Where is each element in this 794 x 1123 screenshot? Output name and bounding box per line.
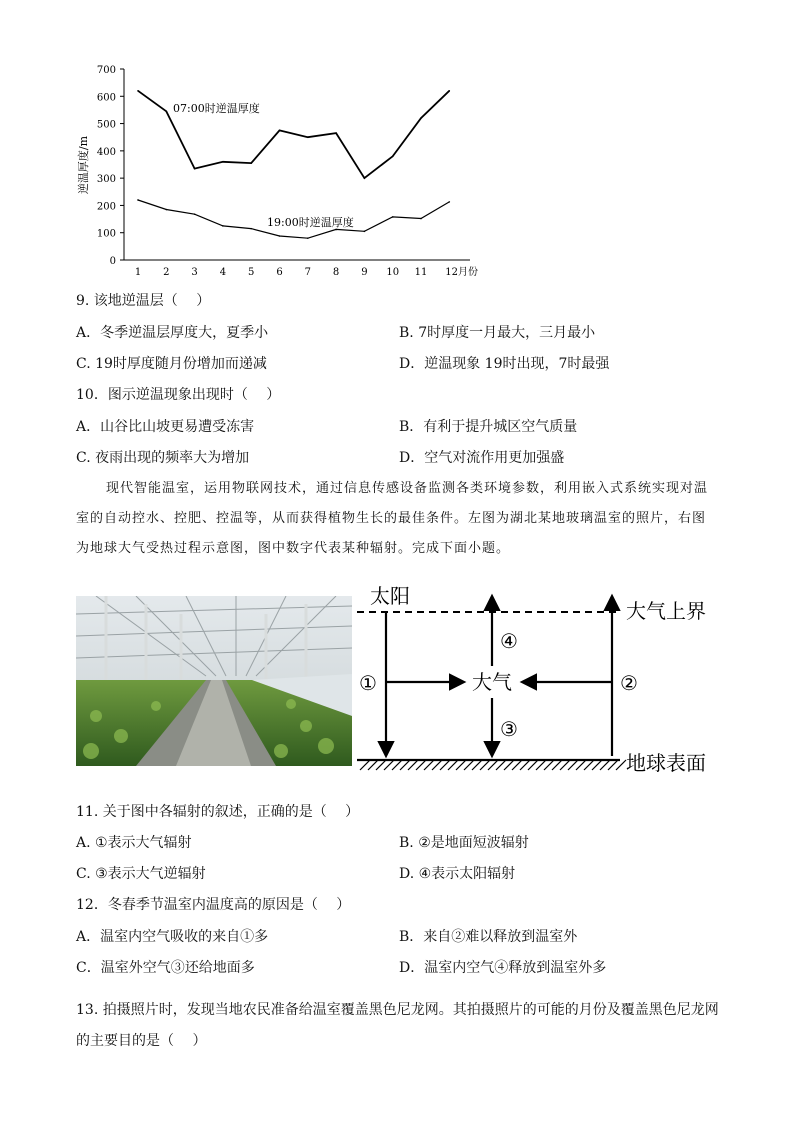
ground-hatch-line (384, 760, 394, 770)
ground-hatch-line (592, 760, 602, 770)
x-tick-label: 12月份 (445, 267, 479, 278)
series-0-point (137, 90, 139, 92)
q10-option-c[interactable]: C. 夜雨出现的频率大为增加 (76, 450, 250, 466)
q12-option-a[interactable]: A．温室内空气吸收的来自①多 (76, 929, 269, 945)
ground-hatch-line (600, 760, 610, 770)
ground-hatch-line (512, 760, 522, 770)
q9-option-b[interactable]: B. 7时厚度一月最大，三月最小 (399, 325, 596, 341)
y-axis-label: 逆温厚度/m (77, 135, 90, 195)
series-1-point (279, 235, 281, 237)
x-tick-label: 11 (414, 267, 428, 278)
ground-hatch-line (536, 760, 546, 770)
ground-hatch-line (408, 760, 418, 770)
passage-line-3: 为地球大气受热过程示意图，图中数字代表某种辐射。完成下面小题。 (76, 541, 511, 556)
atmosphere-heating-diagram (352, 578, 724, 778)
ground-hatch-line (360, 760, 370, 770)
y-tick-label: 100 (96, 228, 116, 240)
q13-stem-line-2: 的主要目的是（ ） (76, 1033, 207, 1049)
q9-option-d[interactable]: D．逆温现象 19时出现，7时最强 (399, 356, 610, 372)
y-tick-label: 200 (96, 201, 116, 213)
ground-hatch-line (440, 760, 450, 770)
passage-line-1: 现代智能温室，运用物联网技术，通过信息传感设备监测各类环境参数，利用嵌入式系统实现对温 (106, 481, 709, 496)
ground-hatch-line (608, 760, 618, 770)
x-tick-label: 9 (361, 267, 368, 278)
ground-hatch-line (464, 760, 474, 770)
x-tick-label: 8 (332, 267, 340, 278)
q12-option-b[interactable]: B．来自②难以释放到温室外 (399, 929, 578, 945)
series-0-point (307, 136, 309, 138)
y-tick-label: 400 (96, 146, 116, 158)
x-tick-label: 3 (191, 267, 198, 278)
radiation-4-label: ④ (500, 629, 518, 653)
inversion-thickness-chart (60, 55, 500, 285)
series-1-point (222, 225, 224, 227)
ground-hatch-line (568, 760, 578, 770)
series-0-point (392, 156, 394, 158)
series-0-point (166, 110, 168, 112)
series-1-point (392, 216, 394, 218)
series-0-point (364, 177, 366, 179)
ground-hatch-line (416, 760, 426, 770)
y-tick-label: 300 (96, 174, 116, 186)
series-1-point (364, 231, 366, 233)
series-0-point (335, 132, 337, 134)
series-1-point (250, 228, 252, 230)
ground-hatch-line (504, 760, 514, 770)
greenhouse-photo (76, 596, 352, 766)
ground-hatch-line (432, 760, 442, 770)
series-1-point (166, 209, 168, 211)
y-tick-label: 600 (96, 92, 116, 104)
passage-line-2: 室的自动控水、控肥、控温等，从而获得植物生长的最佳条件。左图为湖北某地玻璃温室的照片，右图 (76, 511, 707, 526)
q9-option-a[interactable]: A．冬季逆温层厚度大，夏季小 (76, 325, 269, 341)
q11-option-a[interactable]: A. ①表示大气辐射 (76, 835, 192, 851)
ground-hatch-line (528, 760, 538, 770)
ground-hatch-line (448, 760, 458, 770)
q10-option-b[interactable]: B．有利于提升城区空气质量 (399, 419, 578, 435)
series-1900-label: 19:00时逆温厚度 (267, 216, 354, 229)
y-tick-label: 500 (96, 119, 116, 131)
q12-option-c[interactable]: C．温室外空气③还给地面多 (76, 960, 255, 976)
ground-hatch-line (472, 760, 482, 770)
radiation-2-label: ② (620, 671, 638, 695)
q13-stem-line-1: 13. 拍摄照片时，发现当地农民准备给温室覆盖黑色尼龙网。其拍摄照片的可能的月份及覆盖黑色尼龙网 (76, 1002, 719, 1018)
ground-hatch-line (456, 760, 466, 770)
ground-hatch-line (496, 760, 506, 770)
radiation-1-label: ① (359, 671, 377, 695)
x-tick-label: 2 (163, 267, 170, 278)
x-tick-label: 6 (276, 267, 283, 278)
series-0-point (279, 130, 281, 132)
series-1-point (307, 237, 309, 239)
ground-hatch-line (424, 760, 434, 770)
ground-hatch-line (376, 760, 386, 770)
ground-hatch-line (488, 760, 498, 770)
y-tick-label: 0 (109, 256, 116, 267)
ground-hatch-line (520, 760, 530, 770)
q9-stem: 9. 该地逆温层（ ） (76, 293, 211, 309)
q10-option-d[interactable]: D．空气对流作用更加强盛 (399, 450, 565, 466)
ground-hatch-line (552, 760, 562, 770)
series-0-point (449, 90, 451, 92)
q10-option-a[interactable]: A．山谷比山坡更易遭受冻害 (76, 419, 255, 435)
series-1-point (137, 199, 139, 201)
radiation-3-label: ③ (500, 717, 518, 741)
ground-hatch-line (584, 760, 594, 770)
atmosphere-top-label: 大气上界 (626, 599, 706, 623)
atmosphere-label: 大气 (472, 670, 512, 694)
ground-hatch-line (400, 760, 410, 770)
q11-option-c[interactable]: C. ③表示大气逆辐射 (76, 866, 206, 882)
series-0700-label: 07:00时逆温厚度 (173, 102, 260, 115)
q11-stem: 11. 关于图中各辐射的叙述，正确的是（ ） (76, 804, 360, 820)
ground-hatch-line (544, 760, 554, 770)
q12-stem: 12．冬春季节温室内温度高的原因是（ ） (76, 897, 351, 913)
ground-hatch-line (392, 760, 402, 770)
sun-label: 太阳 (370, 584, 410, 608)
y-tick-label: 700 (96, 65, 116, 76)
ground-hatch-line (560, 760, 570, 770)
x-tick-label: 7 (304, 267, 311, 278)
series-0-point (222, 161, 224, 163)
x-tick-label: 1 (134, 267, 142, 278)
series-1-point (194, 213, 196, 215)
q12-option-d[interactable]: D．温室内空气④释放到温室外多 (399, 960, 607, 976)
series-0-point (420, 117, 422, 119)
x-tick-label: 4 (219, 267, 227, 278)
x-tick-label: 10 (386, 267, 400, 278)
q11-option-d[interactable]: D. ④表示太阳辐射 (399, 866, 516, 882)
series-1-point (420, 218, 422, 220)
ground-hatch-line (368, 760, 378, 770)
ground-hatch-line (480, 760, 490, 770)
earth-surface-label: 地球表面 (626, 751, 706, 775)
q11-option-b[interactable]: B. ②是地面短波辐射 (399, 835, 529, 851)
ground-hatch-line (576, 760, 586, 770)
series-0-point (250, 162, 252, 164)
x-tick-label: 5 (248, 267, 255, 278)
ground-hatch-line (616, 760, 626, 770)
series-1-point (449, 201, 451, 203)
series-0-point (194, 168, 196, 170)
q10-stem: 10．图示逆温现象出现时（ ） (76, 387, 281, 403)
q9-option-c[interactable]: C. 19时厚度随月份增加而递减 (76, 356, 267, 372)
